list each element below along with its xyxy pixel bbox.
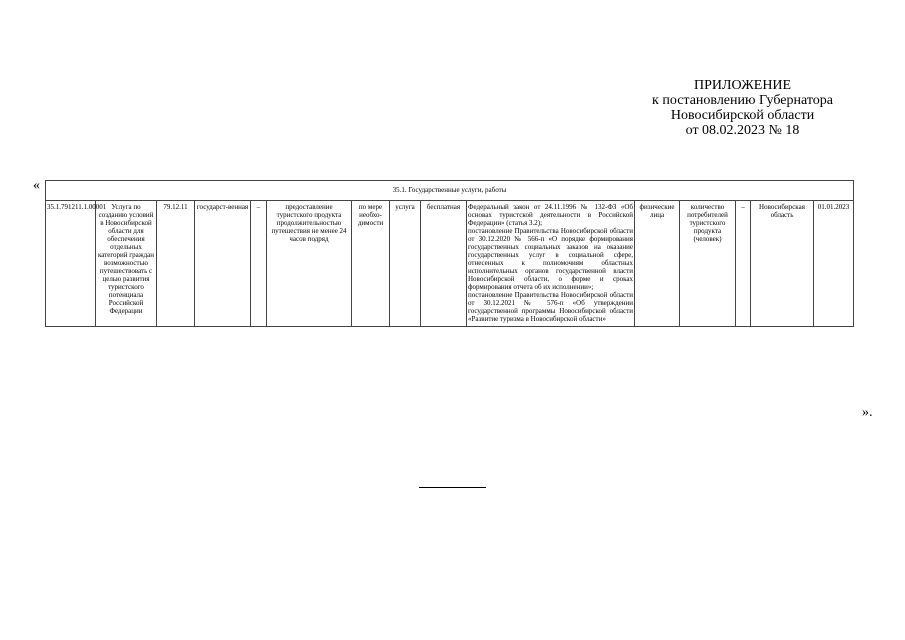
appendix-line-date: от 08.02.2023 № 18 [685, 123, 800, 138]
opening-quote: « [33, 178, 40, 193]
appendix-line-region: Новосибирской области [670, 108, 815, 123]
table-row [46, 201, 854, 327]
cell-ownership: государст-венная [195, 201, 251, 327]
cell-date: 01.01.2023 [814, 201, 854, 327]
closing-quote: ». [862, 405, 873, 420]
cell-legal-basis [467, 201, 635, 327]
cell-dash: – [251, 201, 267, 327]
cell-service-name: Услуга по созданию условий в Новосибирской области для обеспечения отдельных категорий граждан возможностью путешествовать с целью развития туристского потенциала Российской Федерации [96, 201, 157, 327]
cell-okved: 79.12.11 [157, 201, 195, 327]
legal-basis-item: Федеральный закон от 24.11.1996 № 132-ФЗ «Об основах туристской деятельности в Российской Федерации» (статья 3.2); [468, 203, 633, 227]
cell-recipients: физические лица [635, 201, 680, 327]
appendix-title: ПРИЛОЖЕНИЕ [693, 78, 792, 93]
cell-region: Новосибирская область [751, 201, 814, 327]
cell-kind: услуга [390, 201, 421, 327]
cell-condition: по мере необхо-димости [352, 201, 390, 327]
appendix-header [652, 78, 833, 138]
cell-indicator: количество потребителей туристского продукта (человек) [680, 201, 736, 327]
appendix-line-resolution: к постановлению Губернатора [652, 93, 833, 108]
services-table [45, 180, 854, 327]
cell-dash: – [736, 201, 751, 327]
legal-basis-item: постановление Правительства Новосибирской области от 30.12.2021 № 576-п «Об утверждении государственной программы Новосибирской области «Развитие туризма в Новосибирской области» [468, 291, 633, 323]
section-title: 35.1. Государственные услуги, работы [46, 181, 854, 201]
legal-basis-item: постановление Правительства Новосибирской области от 30.12.2020 № 566-п «О порядке формирования государственных социальных заказов на оказание государственных услуг в социальной сфере, отнесенных к полномочиям областных исполнительных органов государственной власти Новосибирской области, о форме и сроках формирования отчета об их исполнении»; [468, 227, 633, 291]
cell-code: 35.1.791211.1.00001 [46, 201, 96, 327]
cell-content: предоставление туристского продукта продолжительностью путешествия не менее 24 часов подряд [267, 201, 352, 327]
cell-paid: бесплатная [421, 201, 467, 327]
footer-divider [419, 487, 486, 488]
section-row [46, 181, 854, 201]
